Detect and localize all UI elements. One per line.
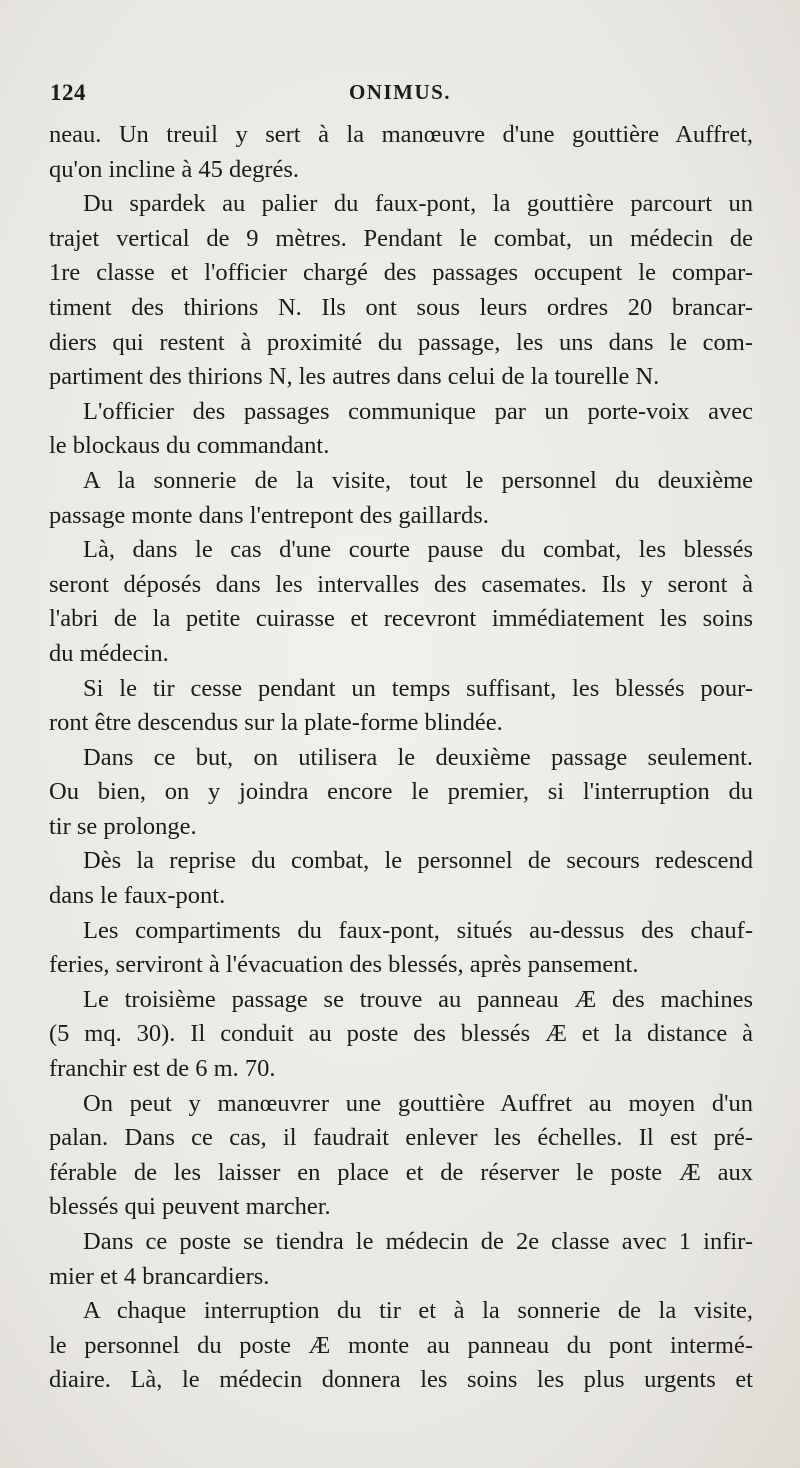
- body-text: [49, 118, 753, 1398]
- text-line: qu'on incline à 45 degrés.: [49, 155, 300, 183]
- text-line: Le troisième passage se trouve au panneau Æ des machines: [83, 985, 753, 1013]
- text-line: le blockaus du commandant.: [49, 432, 330, 460]
- text-line: timent des thirions N. Ils ont sous leurs ordres 20 brancar-: [49, 293, 753, 321]
- text-line: l'abri de la petite cuirasse et recevront immédiatement les soins: [49, 605, 753, 633]
- running-title: ONIMUS.: [348, 80, 452, 104]
- text-line: passage monte dans l'entrepont des gaillards.: [49, 501, 489, 529]
- text-line: tir se prolonge.: [49, 812, 197, 840]
- text-line: blessés qui peuvent marcher.: [49, 1193, 331, 1221]
- text-line: Si le tir cesse pendant un temps suffisant, les blessés pour-: [83, 674, 753, 702]
- text-line: du médecin.: [49, 639, 169, 667]
- text-line: partiment des thirions N, les autres dans celui de la tourelle N.: [49, 363, 660, 391]
- text-line: 1re classe et l'officier chargé des passages occupent le compar-: [49, 259, 753, 287]
- text-line: diaire. Là, le médecin donnera les soins les plus urgents et: [49, 1366, 753, 1394]
- text-line: Les compartiments du faux-pont, situés au-dessus des chauf-: [83, 916, 753, 944]
- text-line: palan. Dans ce cas, il faudrait enlever les échelles. Il est pré-: [49, 1124, 753, 1152]
- text-line: mier et 4 brancardiers.: [49, 1262, 270, 1290]
- text-line: Dans ce but, on utilisera le deuxième passage seulement.: [83, 743, 753, 771]
- text-line: férable de les laisser en place et de réserver le poste Æ aux: [49, 1158, 753, 1186]
- text-line: L'officier des passages communique par un porte-voix avec: [83, 397, 753, 425]
- text-line: Dans ce poste se tiendra le médecin de 2e classe avec 1 infir-: [83, 1228, 753, 1255]
- text-line: neau. Un treuil y sert à la manœuvre d'une gouttière Auffret,: [49, 121, 753, 148]
- text-line: le personnel du poste Æ monte au panneau du pont intermé-: [49, 1331, 753, 1359]
- text-line: feries, serviront à l'évacuation des blessés, après pansement.: [49, 951, 639, 979]
- text-line: trajet vertical de 9 mètres. Pendant le combat, un médecin de: [49, 224, 753, 252]
- text-line: A la sonnerie de la visite, tout le personnel du deuxième: [83, 466, 753, 494]
- text-line: (5 mq. 30). Il conduit au poste des blessés Æ et la distance à: [49, 1020, 753, 1048]
- text-line: On peut y manœuvrer une gouttière Auffret au moyen d'un: [83, 1089, 753, 1117]
- text-line: Là, dans le cas d'une courte pause du combat, les blessés: [83, 536, 753, 564]
- text-line: ront être descendus sur la plate-forme blindée.: [49, 709, 503, 737]
- text-line: diers qui restent à proximité du passage, les uns dans le com-: [49, 328, 753, 356]
- page-header: [50, 80, 750, 114]
- text-line: franchir est de 6 m. 70.: [49, 1055, 276, 1083]
- text-line: dans le faux-pont.: [49, 882, 226, 910]
- text-line: Ou bien, on y joindra encore le premier, si l'interruption du: [49, 778, 753, 806]
- page-number: 124: [50, 80, 86, 105]
- text-line: Du spardek au palier du faux-pont, la gouttière parcourt un: [83, 190, 753, 218]
- text-line: Dès la reprise du combat, le personnel de secours redescend: [83, 847, 753, 875]
- text-line: A chaque interruption du tir et à la sonnerie de la visite,: [83, 1297, 753, 1325]
- text-line: seront déposés dans les intervalles des casemates. Ils y seront à: [49, 570, 753, 598]
